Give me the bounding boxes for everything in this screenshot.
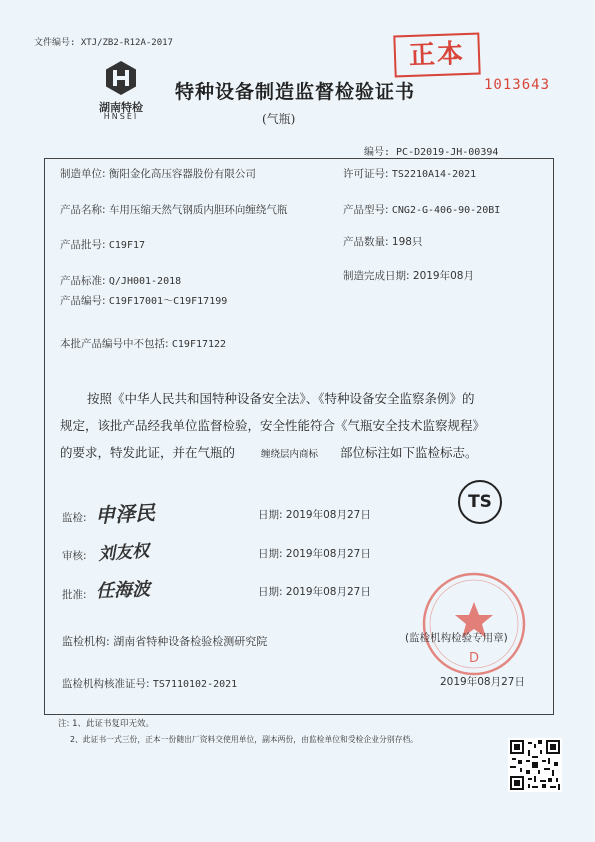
approver-date: 2019年08月27日 — [285, 586, 371, 598]
completion-row — [343, 268, 474, 283]
serial-range-value: C19F17001～C19F17199 — [108, 296, 228, 307]
qr-code-icon — [508, 738, 562, 792]
statement-line-1: 按照《中华人民共和国特种设备安全法》、《特种设备安全监察条例》的 — [87, 391, 475, 406]
page-subtitle: (气瓶) — [262, 112, 296, 126]
seal-caption: (监检机构检验专用章) — [405, 632, 508, 644]
serial-range-label: 产品编号: — [60, 295, 106, 307]
standard-label: 产品标准: — [60, 275, 106, 287]
agency-date: 2019年08月27日 — [440, 676, 525, 688]
inspector-date-row — [258, 507, 371, 522]
agency-row — [62, 633, 267, 649]
batch-label: 产品批号: — [60, 239, 106, 251]
original-stamp: 正本 — [393, 33, 480, 78]
product-name-value: 车用压缩天然气钢质内胆环向缠绕气瓶 — [108, 204, 288, 216]
manufacturer-value: 衡阳金化高压容器股份有限公司 — [108, 168, 256, 180]
ts-mark-text: TS — [468, 492, 492, 512]
product-name-row — [60, 202, 287, 217]
manufacturer-row — [60, 166, 256, 181]
excluded-row — [60, 336, 226, 351]
model-label: 产品型号: — [343, 204, 389, 216]
license-row — [343, 166, 476, 181]
statement-line-3b: 部位标注如下监检标志。 — [340, 445, 478, 460]
reviewer-date-label: 日期: — [258, 548, 283, 560]
license-value: TS2210A14-2021 — [391, 169, 477, 180]
agency-approval-row — [62, 676, 237, 691]
product-name-label: 产品名称: — [60, 204, 106, 216]
quantity-row — [343, 234, 422, 249]
page-title: 特种设备制造监督检验证书 — [175, 81, 416, 103]
inspector-date: 2019年08月27日 — [285, 509, 371, 521]
reviewer-date-row — [258, 546, 371, 561]
batch-row — [60, 237, 145, 252]
model-row — [343, 202, 500, 217]
note-1: 注: 1、此证书复印无效。 — [58, 719, 154, 729]
approver-signature: 任海波 — [95, 579, 151, 602]
inspector-signature: 申泽民 — [94, 500, 156, 528]
logo-name: 湖南特检 — [99, 101, 143, 114]
model-value: CNG2-G-406-90-20BI — [391, 205, 501, 216]
issuer-logo — [86, 60, 156, 122]
note-2: 2、此证书一式三份，正本一份随出厂资料交使用单位，副本两份，由监检单位和受检企业分别存档。 — [70, 735, 419, 744]
marking-location: 缠绕层内商标 — [261, 449, 319, 460]
statement-line-3a: 的要求，特发此证，并在气瓶的 — [60, 445, 236, 460]
footnotes — [58, 717, 418, 747]
approver-date-label: 日期: — [258, 586, 283, 598]
seal-letter: D — [468, 651, 480, 666]
serial-number: 1013643 — [484, 77, 551, 93]
manufacturer-label: 制造单位: — [60, 168, 106, 180]
inspector-date-label: 日期: — [258, 509, 283, 521]
statement-line-2: 规定，该批产品经我单位监督检验，安全性能符合《气瓶安全技术监察规程》 — [60, 418, 486, 433]
certificate-number: 编号: PC-D2019-JH-00394 — [364, 147, 499, 158]
agency-name: 湖南省特种设备检验检测研究院 — [113, 635, 268, 648]
ts-mark-icon — [458, 480, 502, 524]
license-label: 许可证号: — [343, 168, 389, 180]
reviewer-signature: 刘友权 — [97, 541, 150, 565]
logo-en: HNSEI — [103, 112, 139, 121]
approver-label: 批准: — [62, 589, 87, 601]
serial-range-row — [60, 292, 227, 308]
reviewer-label: 审核: — [62, 550, 87, 562]
standard-row — [60, 273, 181, 288]
completion-label: 制造完成日期: — [343, 270, 410, 282]
form-number: 文件编号: XTJ/ZB2-R12A-2017 — [34, 38, 173, 48]
reviewer-date: 2019年08月27日 — [285, 548, 371, 560]
official-seal-icon — [420, 570, 528, 678]
inspector-label: 监检: — [62, 512, 87, 524]
quantity-label: 产品数量: — [343, 236, 389, 248]
agency-approval-value: TS7110102-2021 — [152, 679, 238, 690]
hnsei-logo-icon — [103, 60, 139, 96]
agency-label: 监检机构: — [62, 635, 110, 648]
completion-value: 2019年08月 — [412, 270, 474, 282]
batch-value: C19F17 — [108, 240, 146, 251]
certification-statement — [60, 385, 540, 468]
agency-approval-label: 监检机构核准证号: — [62, 678, 150, 690]
standard-value: Q/JH001-2018 — [108, 276, 182, 287]
approver-date-row — [258, 584, 371, 599]
quantity-value: 198只 — [391, 236, 423, 248]
excluded-label: 本批产品编号中不包括: — [60, 338, 169, 350]
excluded-value: C19F17122 — [171, 339, 227, 350]
